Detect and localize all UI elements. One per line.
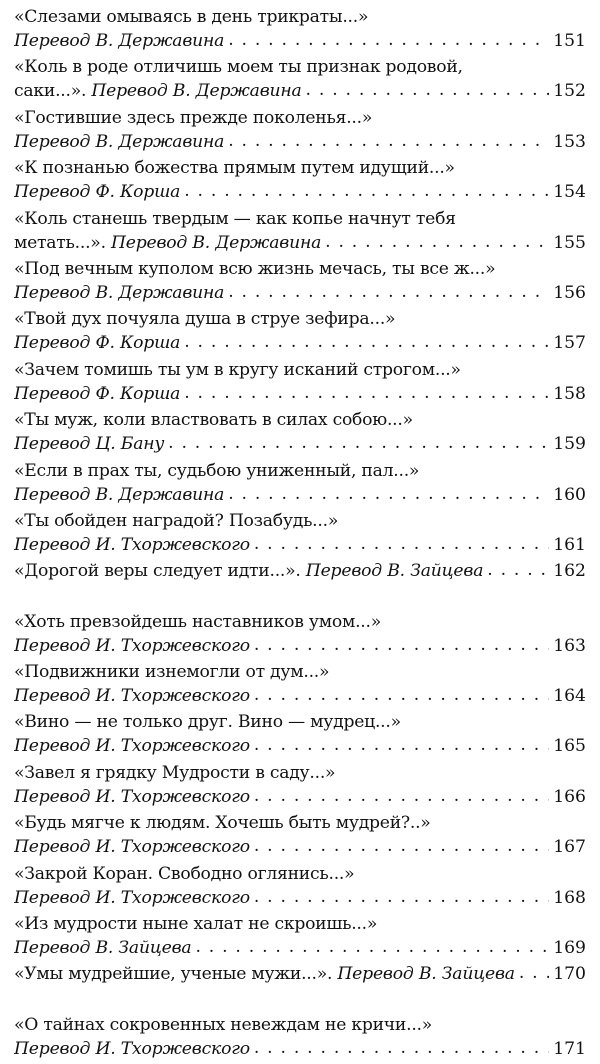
translator: Перевод И. Тхоржевского <box>14 686 250 707</box>
poem-title: «Ты обойден наградой? Позабудь...» <box>14 510 339 531</box>
toc-entry <box>14 208 586 258</box>
toc-line <box>14 433 586 455</box>
translator: Перевод И. Тхоржевского <box>14 786 250 807</box>
toc-entry <box>14 359 586 409</box>
translator: Перевод И. Тхоржевского <box>14 887 250 908</box>
page-number: 162 <box>553 561 586 582</box>
page-number: 161 <box>553 534 586 555</box>
toc-entry <box>14 409 586 459</box>
toc-line <box>14 359 586 381</box>
page-number: 155 <box>553 232 586 253</box>
dot-leader <box>306 80 550 101</box>
translator: Перевод Ф. Корша <box>14 333 181 354</box>
toc-entry <box>14 308 586 358</box>
dot-leader <box>195 937 549 958</box>
toc-line <box>14 887 586 909</box>
page-number: 160 <box>553 484 586 505</box>
toc-line <box>14 157 586 179</box>
toc-entry <box>14 56 586 106</box>
toc-line <box>14 735 586 757</box>
dot-leader <box>254 534 549 555</box>
toc-entry <box>14 863 586 913</box>
page-number: 171 <box>553 1038 586 1059</box>
poem-title: «К познанью божества прямым путем идущий...» <box>14 158 455 179</box>
toc-entry <box>14 460 586 510</box>
poem-title: «Твой дух почуяла душа в струе зефира...» <box>14 309 396 330</box>
dot-leader <box>168 433 549 454</box>
poem-title: «Подвижники изнемогли от дум...» <box>14 662 330 683</box>
toc-line <box>14 937 586 959</box>
poem-title: «Вино — не только друг. Вино — мудрец...» <box>14 712 401 733</box>
table-of-contents <box>14 6 586 1064</box>
toc-line <box>14 510 586 532</box>
toc-line <box>14 80 586 102</box>
translator: Перевод В. Державина <box>91 81 302 102</box>
poem-title: «Слезами омываясь в день трикраты...» <box>14 7 369 27</box>
page-number: 152 <box>553 81 586 102</box>
poem-title: «Завел я грядку Мудрости в саду...» <box>14 762 336 783</box>
page-number: 168 <box>553 887 586 908</box>
toc-line <box>14 208 586 230</box>
poem-title: «Коль станешь твердым — как копье начнут тебя <box>14 208 456 229</box>
dot-leader <box>254 685 549 706</box>
toc-line <box>14 6 586 28</box>
translator: Перевод В. Державина <box>14 131 225 152</box>
translator: Перевод В. Зайцева <box>337 964 515 985</box>
poem-title-continued: саки...». <box>14 81 87 102</box>
toc-entry <box>14 560 586 610</box>
page-number: 158 <box>553 383 586 404</box>
poem-title: «Хоть превзойдешь наставников умом...» <box>14 611 381 632</box>
poem-title: «Под вечным куполом всю жизнь мечась, ты все ж...» <box>14 258 496 279</box>
translator: Перевод Ц. Бану <box>14 434 165 455</box>
toc-line <box>14 30 586 52</box>
dot-leader <box>254 786 549 807</box>
page-number: 167 <box>553 837 586 858</box>
dot-leader <box>228 131 549 152</box>
page-number: 157 <box>553 333 586 354</box>
toc-line <box>14 913 586 935</box>
toc-entry <box>14 157 586 207</box>
toc-line <box>14 635 586 657</box>
poem-title: «Закрой Коран. Свободно оглянись...» <box>14 863 355 884</box>
dot-leader <box>228 484 549 505</box>
toc-line <box>14 107 586 129</box>
dot-leader <box>254 1038 549 1059</box>
translator: Перевод И. Тхоржевского <box>14 736 250 757</box>
page-number: 170 <box>553 964 586 985</box>
dot-leader <box>228 30 549 51</box>
page-number: 153 <box>553 131 586 152</box>
page-number: 165 <box>553 736 586 757</box>
translator: Перевод И. Тхоржевского <box>14 837 250 858</box>
toc-line <box>14 863 586 885</box>
translator: Перевод В. Державина <box>14 31 225 51</box>
dot-leader <box>228 282 549 303</box>
toc-line <box>14 460 586 482</box>
dot-leader <box>254 887 549 908</box>
poem-title: «Ты муж, коли властвовать в силах собою...» <box>14 410 413 431</box>
translator: Перевод В. Зайцева <box>14 938 192 959</box>
toc-line <box>14 786 586 808</box>
page-number: 154 <box>553 182 586 203</box>
toc-entry <box>14 711 586 761</box>
dot-leader <box>487 560 549 581</box>
toc-line <box>14 484 586 506</box>
poem-title: «Будь мягче к людям. Хочешь быть мудрей?..» <box>14 813 431 834</box>
toc-entry <box>14 258 586 308</box>
toc-line <box>14 711 586 733</box>
page-number: 151 <box>553 31 586 51</box>
page-number: 169 <box>553 938 586 959</box>
toc-line <box>14 685 586 707</box>
poem-title: «Гостившие здесь прежде поколенья...» <box>14 107 373 128</box>
toc-line <box>14 131 586 153</box>
poem-title: «Если в прах ты, судьбою униженный, пал...» <box>14 460 420 481</box>
translator: Перевод Ф. Корша <box>14 383 181 404</box>
page-number: 166 <box>553 786 586 807</box>
toc-line <box>14 963 586 985</box>
toc-line <box>14 560 586 582</box>
toc-entry <box>14 510 586 560</box>
dot-leader <box>184 332 549 353</box>
dot-leader <box>254 836 549 857</box>
poem-title: «Из мудрости ныне халат не скроишь...» <box>14 914 378 935</box>
toc-entry <box>14 661 586 711</box>
dot-leader <box>254 735 549 756</box>
page-number: 159 <box>553 434 586 455</box>
toc-line <box>14 836 586 858</box>
toc-entry <box>14 611 586 661</box>
poem-title: «Коль в роде отличишь моем ты признак родовой, <box>14 57 463 78</box>
translator: Перевод И. Тхоржевского <box>14 1038 250 1059</box>
toc-line <box>14 232 586 254</box>
page-number: 163 <box>553 635 586 656</box>
toc-entry <box>14 762 586 812</box>
toc-entry <box>14 963 586 1013</box>
toc-entry <box>14 1014 586 1064</box>
toc-line <box>14 258 586 280</box>
toc-line <box>14 1014 586 1036</box>
translator: Перевод И. Тхоржевского <box>14 635 250 656</box>
translator: Перевод В. Державина <box>14 484 225 505</box>
toc-line <box>14 762 586 784</box>
toc-line <box>14 1038 586 1060</box>
toc-line <box>14 308 586 330</box>
toc-line <box>14 56 586 78</box>
translator: Перевод Ф. Корша <box>14 182 181 203</box>
page-number: 156 <box>553 282 586 303</box>
dot-leader <box>519 963 549 984</box>
toc-line <box>14 181 586 203</box>
toc-line <box>14 383 586 405</box>
poem-title: «Зачем томишь ты ум в кругу исканий строгом...» <box>14 359 461 380</box>
dot-leader <box>325 232 549 253</box>
toc-line <box>14 409 586 431</box>
translator: Перевод В. Зайцева <box>305 561 484 582</box>
toc-line <box>14 661 586 683</box>
toc-line <box>14 534 586 556</box>
toc-entry <box>14 107 586 157</box>
toc-entry <box>14 913 586 963</box>
dot-leader <box>254 635 549 656</box>
toc-entry <box>14 6 586 56</box>
toc-line <box>14 611 586 633</box>
dot-leader <box>184 181 549 202</box>
page-number: 164 <box>553 686 586 707</box>
poem-title: «Умы мудрейшие, ученые мужи...». <box>14 964 333 985</box>
toc-line <box>14 332 586 354</box>
poem-title: «Дорогой веры следует идти...». <box>14 561 301 582</box>
toc-line <box>14 282 586 304</box>
translator: Перевод В. Державина <box>14 282 225 303</box>
toc-line <box>14 812 586 834</box>
dot-leader <box>184 383 549 404</box>
poem-title-continued: метать...». <box>14 232 106 253</box>
poem-title: «О тайнах сокровенных невеждам не кричи...» <box>14 1014 433 1035</box>
toc-entry <box>14 812 586 862</box>
translator: Перевод В. Державина <box>110 232 322 253</box>
translator: Перевод И. Тхоржевского <box>14 534 250 555</box>
